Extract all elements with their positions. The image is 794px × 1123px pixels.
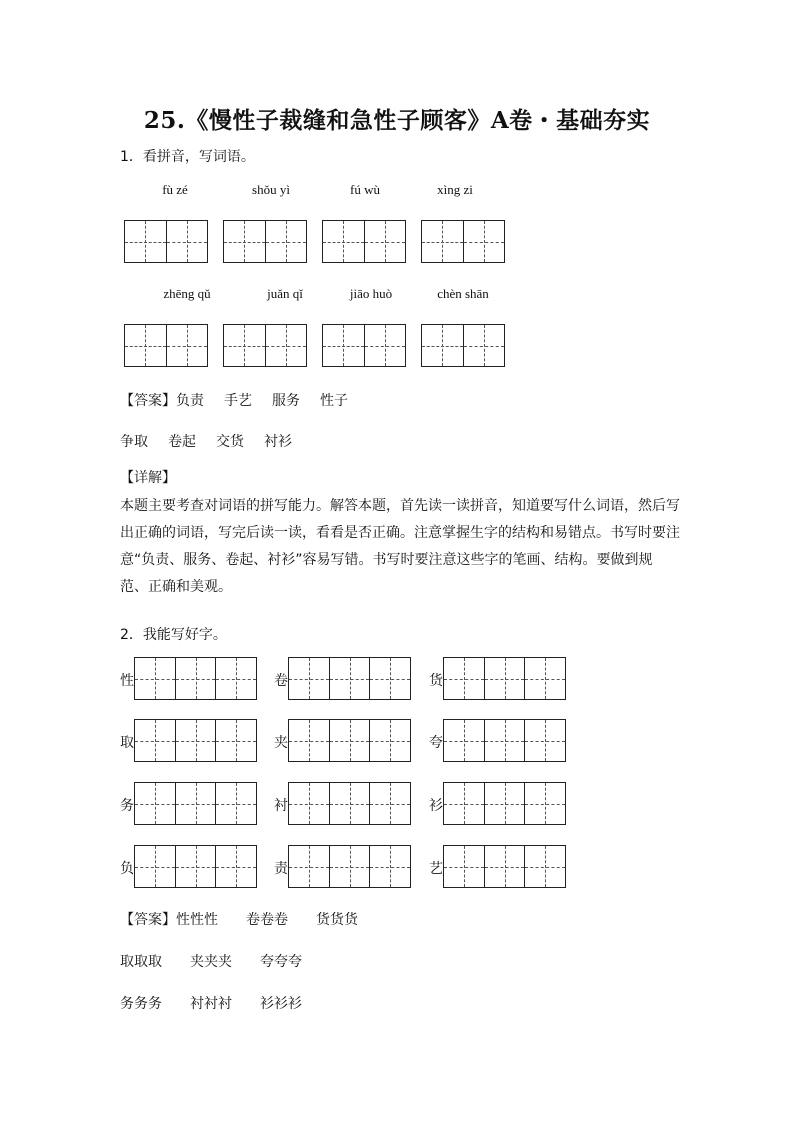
answer-word: 性性性 bbox=[176, 912, 218, 928]
answer-label: 【答案】 bbox=[120, 393, 176, 409]
char-practice-item bbox=[120, 719, 260, 763]
pinyin: fú wù bbox=[350, 182, 380, 197]
answer-label: 【答案】 bbox=[120, 912, 176, 928]
practice-cells[interactable] bbox=[288, 845, 411, 888]
pinyin: juǎn qǐ bbox=[267, 286, 303, 301]
char-practice-item bbox=[274, 719, 414, 763]
practice-cells[interactable] bbox=[288, 657, 411, 700]
answer-word: 负责 bbox=[176, 393, 204, 409]
practice-cells[interactable] bbox=[288, 719, 411, 762]
writing-box[interactable] bbox=[322, 220, 406, 263]
char-label: 卷 bbox=[274, 673, 288, 689]
char-label: 货 bbox=[429, 673, 443, 689]
answer-line bbox=[120, 431, 312, 451]
answer-line bbox=[120, 951, 322, 971]
pinyin: chèn shān bbox=[437, 286, 489, 301]
practice-cells[interactable] bbox=[443, 657, 566, 700]
char-practice-item bbox=[120, 782, 260, 826]
answer-word: 服务 bbox=[272, 393, 300, 409]
char-label: 夹 bbox=[274, 735, 288, 751]
pinyin-row-2 bbox=[124, 286, 514, 304]
answer-word: 夸夸夸 bbox=[260, 954, 302, 970]
answer-line bbox=[120, 390, 368, 410]
answer-word: 务务务 bbox=[120, 996, 162, 1012]
char-label: 夸 bbox=[429, 735, 443, 751]
answer-word: 手艺 bbox=[224, 393, 252, 409]
practice-cells[interactable] bbox=[443, 719, 566, 762]
answer-word: 性子 bbox=[320, 393, 348, 409]
writing-box[interactable] bbox=[223, 220, 307, 263]
writing-box-row-1 bbox=[124, 220, 514, 264]
pinyin: fù zé bbox=[162, 182, 188, 197]
answer-word: 货货货 bbox=[316, 912, 358, 928]
pinyin: shǒu yì bbox=[252, 182, 290, 197]
writing-box[interactable] bbox=[124, 220, 208, 263]
writing-box[interactable] bbox=[124, 324, 208, 367]
answer-word: 衫衫衫 bbox=[260, 996, 302, 1012]
writing-box[interactable] bbox=[223, 324, 307, 367]
pinyin-row-1 bbox=[124, 182, 514, 200]
char-label: 艺 bbox=[429, 861, 443, 877]
pinyin: zhēng qǔ bbox=[163, 286, 211, 301]
question-1-prompt: 1．看拼音，写词语。 bbox=[120, 149, 255, 165]
char-practice-item bbox=[429, 719, 569, 763]
practice-cells[interactable] bbox=[134, 657, 257, 700]
practice-cells[interactable] bbox=[134, 719, 257, 762]
answer-word: 夹夹夹 bbox=[190, 954, 232, 970]
detail-label: 【详解】 bbox=[120, 470, 176, 486]
char-practice-item bbox=[120, 845, 260, 889]
pinyin: xìng zi bbox=[437, 182, 473, 197]
answer-word: 交货 bbox=[216, 434, 244, 450]
char-practice-item bbox=[274, 657, 414, 701]
char-practice-item bbox=[274, 782, 414, 826]
char-practice-item bbox=[274, 845, 414, 889]
answer-word: 取取取 bbox=[120, 954, 162, 970]
page-title: 25.《慢性子裁缝和急性子顾客》A卷・基础夯实 bbox=[143, 107, 651, 134]
char-label: 责 bbox=[274, 861, 288, 877]
answer-line bbox=[120, 909, 378, 929]
practice-cells[interactable] bbox=[134, 782, 257, 825]
answer-word: 争取 bbox=[120, 434, 148, 450]
answer-word: 卷起 bbox=[168, 434, 196, 450]
char-label: 衬 bbox=[274, 798, 288, 814]
char-label: 性 bbox=[120, 673, 134, 689]
char-label: 务 bbox=[120, 798, 134, 814]
answer-word: 卷卷卷 bbox=[246, 912, 288, 928]
pinyin: jiāo huò bbox=[349, 286, 393, 301]
question-2-prompt: 2．我能写好字。 bbox=[120, 627, 227, 643]
practice-cells[interactable] bbox=[134, 845, 257, 888]
answer-word: 衬衫 bbox=[264, 434, 292, 450]
practice-cells[interactable] bbox=[443, 845, 566, 888]
char-practice-item bbox=[429, 657, 569, 701]
writing-box[interactable] bbox=[421, 324, 505, 367]
char-label: 负 bbox=[120, 861, 134, 877]
practice-cells[interactable] bbox=[443, 782, 566, 825]
answer-line bbox=[120, 993, 322, 1013]
writing-box-row-2 bbox=[124, 324, 514, 368]
char-practice-item bbox=[429, 782, 569, 826]
writing-box[interactable] bbox=[322, 324, 406, 367]
char-label: 衫 bbox=[429, 798, 443, 814]
practice-cells[interactable] bbox=[288, 782, 411, 825]
char-practice-item bbox=[120, 657, 260, 701]
writing-box[interactable] bbox=[421, 220, 505, 263]
char-practice-item bbox=[429, 845, 569, 889]
char-label: 取 bbox=[120, 735, 134, 751]
detail-text: 本题主要考查对词语的拼写能力。解答本题，首先读一读拼音，知道要写什么词语，然后写出正确的词语，写完后读一读，看看是否正确。注意掌握生字的结构和易错点。书写时要注意“负责、服务、卷起、衬衫”容易写错。书写时要注意这些字的笔画、结构。要做到规范、正确和美观。 bbox=[120, 498, 680, 595]
answer-word: 衬衬衬 bbox=[190, 996, 232, 1012]
